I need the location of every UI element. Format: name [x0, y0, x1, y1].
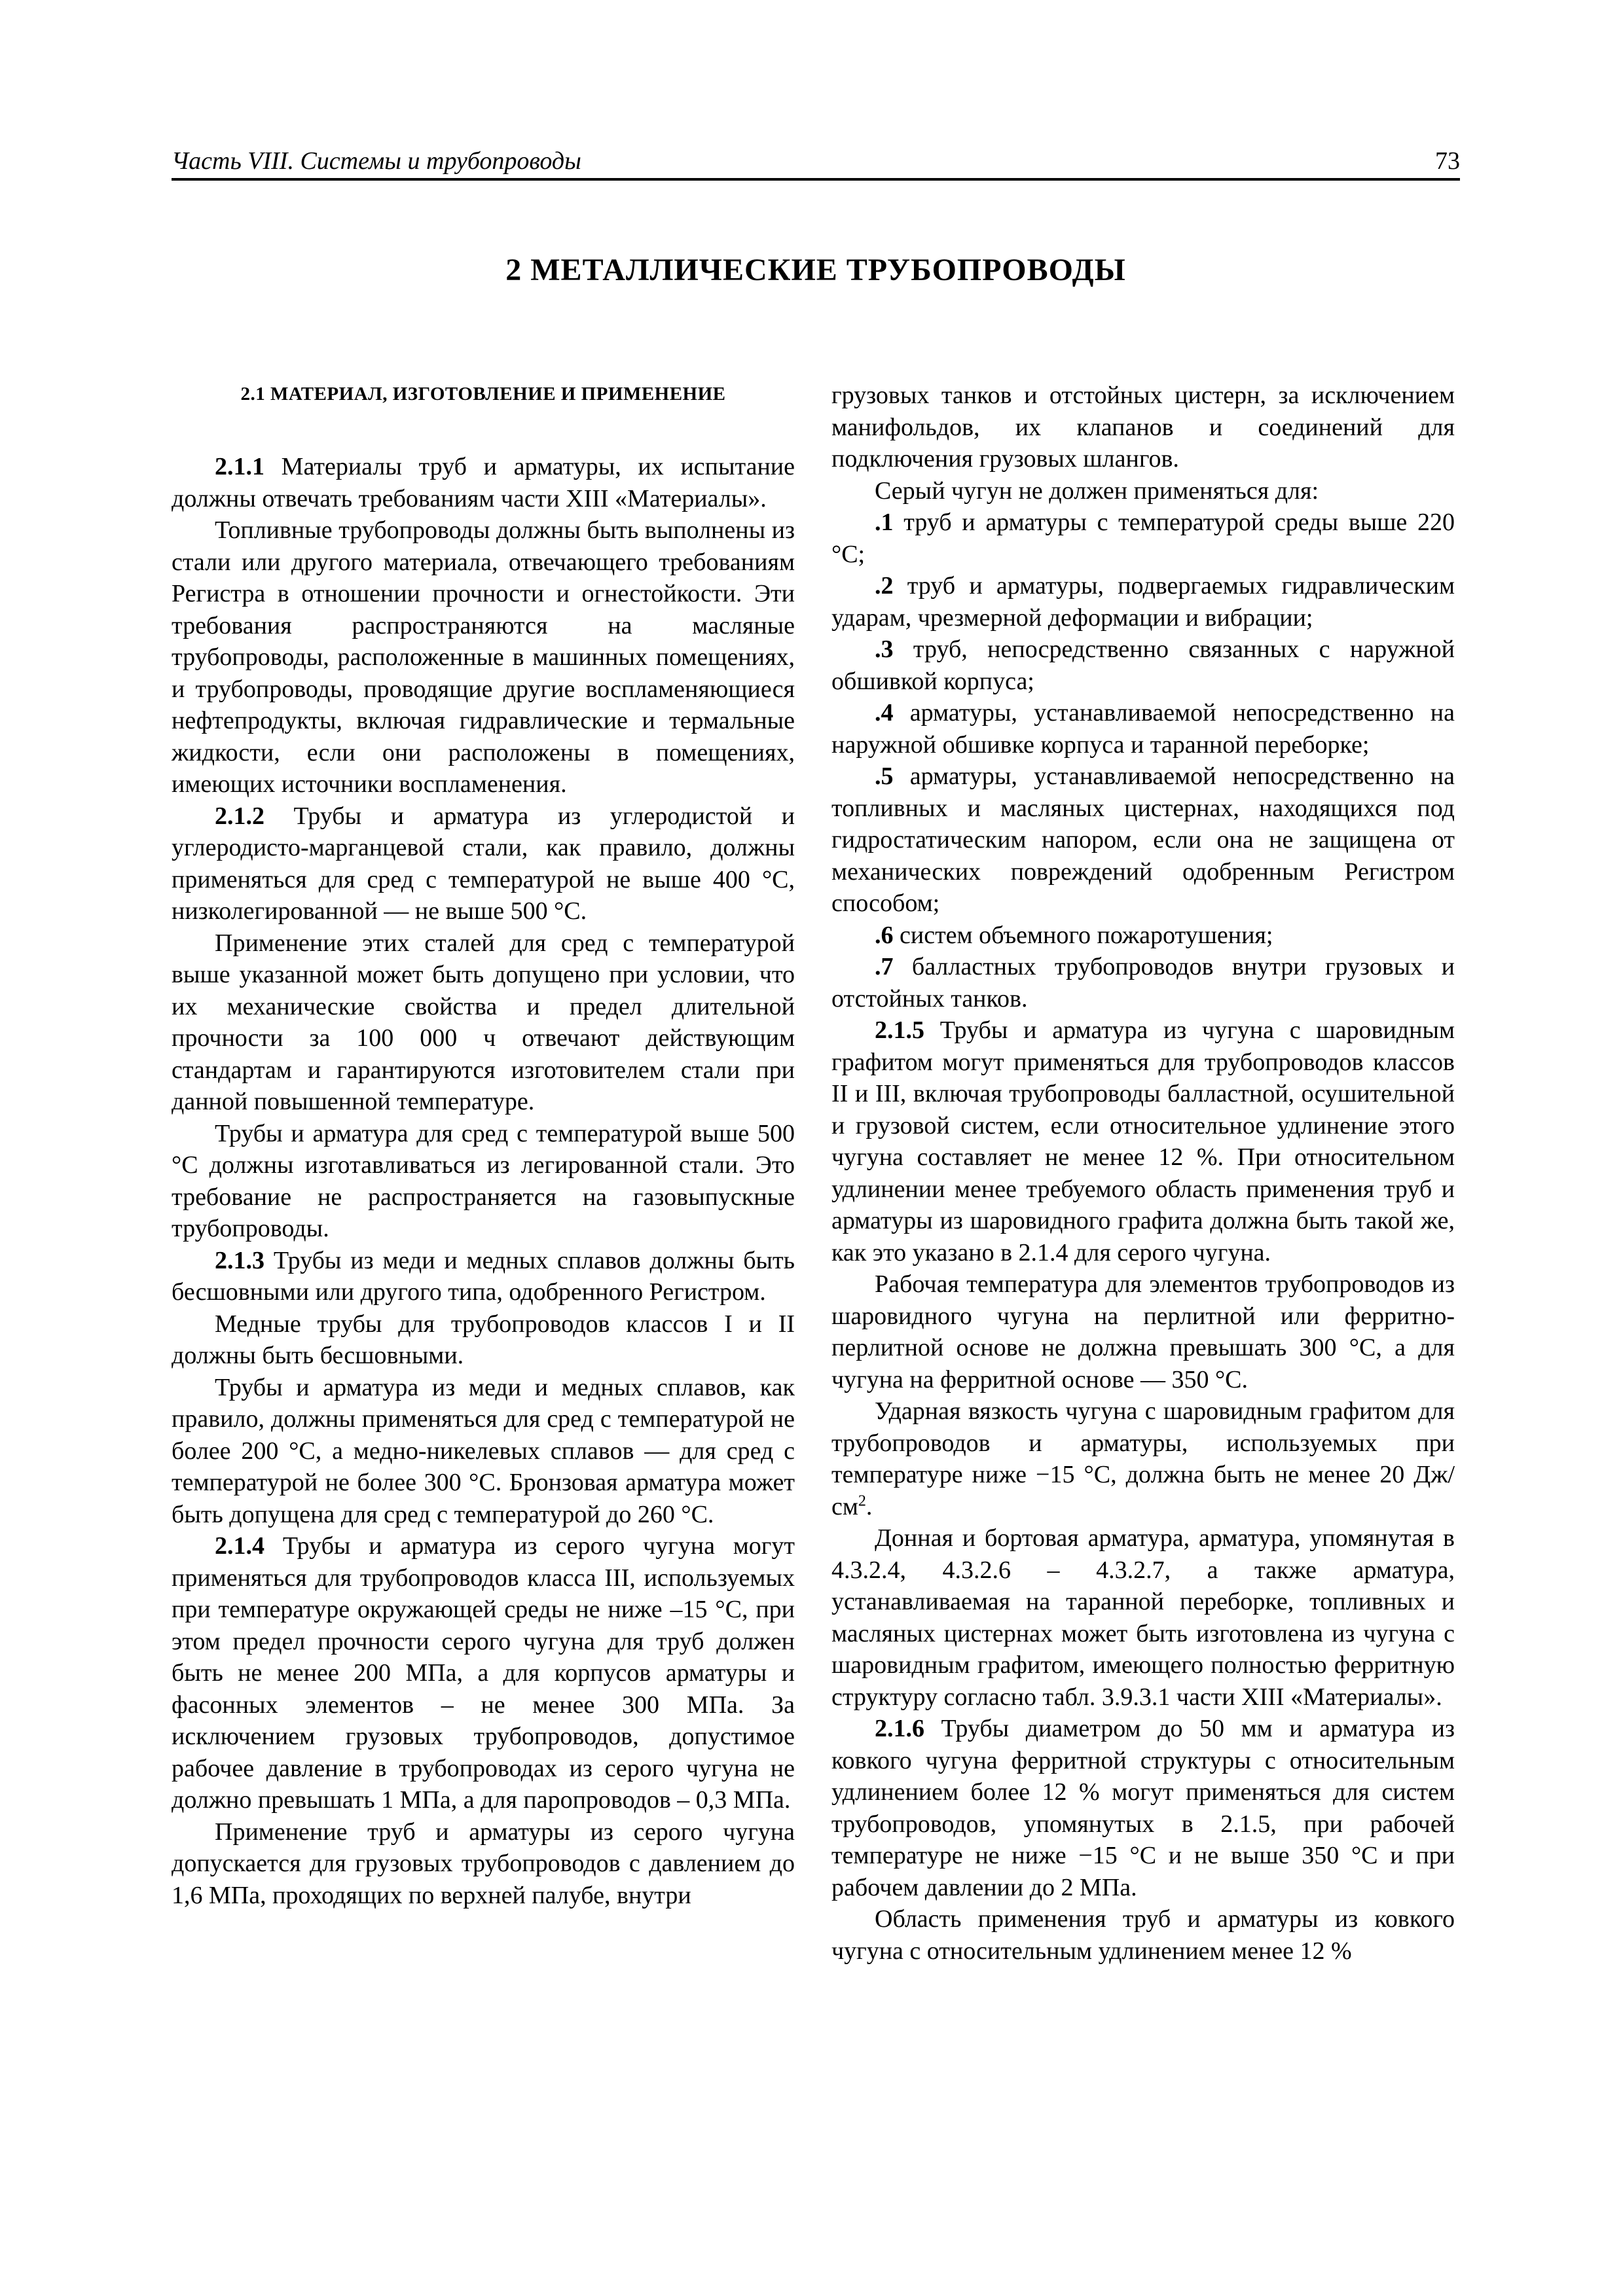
- paragraph: Донная и бортовая арматура, арматура, упомянутая в 4.3.2.4, 4.3.2.6 – 4.3.2.7, а также арматура, устанавливаемая на таранной переборке, топливных и масляных цистернах может быть изготовлена из чугуна с шаровидным графитом, имеющего полностью ферритную структуру согласно табл. 3.9.3.1 части XIII «Материалы».: [831, 1524, 1455, 1711]
- running-header: [172, 145, 1460, 181]
- list-item-4: [831, 697, 1455, 761]
- paragraph: Рабочая температура для элементов трубопроводов из шаровидного чугуна на перлитной или ферритно-перлитной основе не должна превышать 300 °С, а для чугуна на ферритной основе — 350 °С.: [831, 1270, 1455, 1393]
- clause-number: 2.1.3: [215, 1246, 264, 1274]
- paragraph-text: Трубы и арматура из серого чугуна могут применяться для трубопроводов класса III, используемых при температуре окружающей среды не ниже –15 °С, при этом предел прочности серого чугуна для труб должен быть не менее 200 МПа, а для корпусов арматуры и фасонных элементов – не менее 300 МПа. За исключением грузовых трубопроводов, допустимое рабочее давление в трубопроводах из серого чугуна не должно превышать 1 МПа, а для паропроводов – 0,3 МПа.: [172, 1532, 795, 1814]
- item-text: труб, непосредственно связанных с наружной обшивкой корпуса;: [831, 636, 1455, 695]
- item-number: .2: [875, 572, 894, 600]
- paragraph: Трубы и арматура из меди и медных сплавов, как правило, должны применяться для сред с температурой не более 200 °С, а медно-никелевых сплавов — для сред с температурой не более 300 °С. Бронзовая арматура может быть допущена для сред с температурой до 260 °С.: [172, 1373, 795, 1528]
- item-text: балластных трубопроводов внутри грузовых и отстойных танков.: [831, 953, 1455, 1013]
- clause-number: 2.1.1: [215, 453, 264, 480]
- item-text: арматуры, устанавливаемой непосредственно на наружной обшивке корпуса и таранной переборке;: [831, 699, 1455, 759]
- paragraph: Медные трубы для трубопроводов классов I и II должны быть бесшовными.: [172, 1310, 795, 1369]
- paragraph: Серый чугун не должен применяться для:: [875, 476, 1319, 505]
- paragraph: Топливные трубопроводы должны быть выполнены из стали или другого материала, отвечающего требованиям Регистра в отношении прочности и огнестойкости. Эти требования распространяются на масляные трубопроводы, расположенные в машинных помещениях, и трубопроводы, проводящие другие воспламеняющиеся нефтепродукты, включая гидравлические и термальные жидкости, если они расположены в помещениях, имеющих источники воспламенения.: [172, 516, 795, 798]
- paragraph-text: Трубы диаметром до 50 мм и арматура из ковкого чугуна ферритной структуры с относительным удлинением более 12 % могут применяться для систем трубопроводов, упомянутых в 2.1.5, при рабочей температуре не ниже −15 °С и не выше 350 °С и при рабочем давлении до 2 МПа.: [831, 1715, 1455, 1901]
- superscript: 2: [858, 1492, 866, 1509]
- paragraph: Применение этих сталей для сред с температурой выше указанной может быть допущено при условии, что их механические свойства и предел длительной прочности за 100 000 ч отвечают действующим стандартам и гарантируются изготовителем стали при данной повышенной температуре.: [172, 929, 795, 1115]
- item-number: .5: [875, 762, 894, 790]
- clause-number: 2.1.6: [875, 1715, 924, 1742]
- item-text: арматуры, устанавливаемой непосредственно на топливных и масляных цистернах, находящихся под гидростатическим напором, если она не защищена от механических повреждений одобренным Регистром способом;: [831, 762, 1455, 917]
- page-number: 73: [1435, 147, 1460, 175]
- clause-number: 2.1.4: [215, 1532, 264, 1560]
- item-text: труб и арматуры, подвергаемых гидравлическим ударам, чрезмерной деформации и вибрации;: [831, 572, 1455, 632]
- paragraph-2-1-4: [172, 1530, 795, 1816]
- list-item-3: [831, 634, 1455, 697]
- item-number: .4: [875, 699, 894, 726]
- header-part-title: Часть VIII. Системы и трубопроводы: [172, 147, 581, 175]
- list-item-5: [831, 761, 1455, 920]
- paragraph-2-1-6: [831, 1713, 1455, 1903]
- paragraph-text: Трубы из меди и медных сплавов должны быть бесшовными или другого типа, одобренного Регистром.: [172, 1246, 795, 1306]
- paragraph-text: Трубы и арматура из углеродистой и углеродисто-марганцевой стали, как правило, должны применяться для сред с температурой не выше 400 °С, низколегированной — не выше 500 °С.: [172, 802, 795, 925]
- item-text: систем объемного пожаротушения;: [893, 921, 1273, 949]
- clause-number: 2.1.5: [875, 1016, 924, 1044]
- paragraph: [831, 1395, 1455, 1522]
- right-column: [831, 380, 1455, 1967]
- paragraph: Применение труб и арматуры из серого чугуна допускается для грузовых трубопроводов с давлением до 1,6 МПа, проходящих по верхней палубе, внутри: [172, 1818, 795, 1909]
- chapter-title: 2 МЕТАЛЛИЧЕСКИЕ ТРУБОПРОВОДЫ: [505, 253, 1126, 287]
- paragraph-continued: грузовых танков и отстойных цистерн, за исключением манифольдов, их клапанов и соединений для подключения грузовых шлангов.: [831, 382, 1455, 473]
- list-item-7: [831, 951, 1455, 1014]
- paragraph-end: .: [866, 1492, 873, 1520]
- item-number: .1: [875, 509, 894, 536]
- item-number: .7: [875, 953, 894, 980]
- clause-number: 2.1.2: [215, 802, 264, 830]
- item-number: .3: [875, 636, 894, 663]
- item-text: труб и арматуры с температурой среды выше 220 °С;: [831, 509, 1455, 568]
- paragraph-2-1-2: [172, 800, 795, 927]
- item-number: .6: [875, 921, 894, 949]
- paragraph-2-1-3: [172, 1245, 795, 1308]
- paragraph: Область применения труб и арматуры из ковкого чугуна с относительным удлинением менее 12 %: [831, 1905, 1455, 1965]
- paragraph-text: Материалы труб и арматуры, их испытание должны отвечать требованиям части XIII «Материалы».: [172, 453, 795, 512]
- list-item-1: [831, 507, 1455, 570]
- paragraph-2-1-5: [831, 1014, 1455, 1268]
- section-title: 2.1 МАТЕРИАЛ, ИЗГОТОВЛЕНИЕ И ПРИМЕНЕНИЕ: [240, 384, 726, 404]
- left-column: [172, 380, 795, 1911]
- paragraph-text: Трубы и арматура из чугуна с шаровидным графитом могут применяться для трубопроводов классов II и III, включая трубопроводы балластной, осушительной и грузовой систем, если относительное удлинение этого чугуна составляет не менее 12 %. При относительном удлинении менее требуемого область применения труб и арматуры из шаровидного графита должна быть такой же, как это указано в 2.1.4 для серого чугуна.: [831, 1016, 1455, 1266]
- list-item-6: [831, 920, 1455, 952]
- paragraph: Трубы и арматура для сред с температурой выше 500 °С должны изготавливаться из легированной стали. Это требование не распространяется на газовыпускные трубопроводы.: [172, 1119, 795, 1242]
- paragraph-2-1-1: [172, 451, 795, 514]
- list-item-2: [831, 570, 1455, 634]
- paragraph-text: Ударная вязкость чугуна с шаровидным графитом для трубопроводов и арматуры, используемых при температуре ниже −15 °С, должна быть не менее 20 Дж/см: [831, 1397, 1455, 1520]
